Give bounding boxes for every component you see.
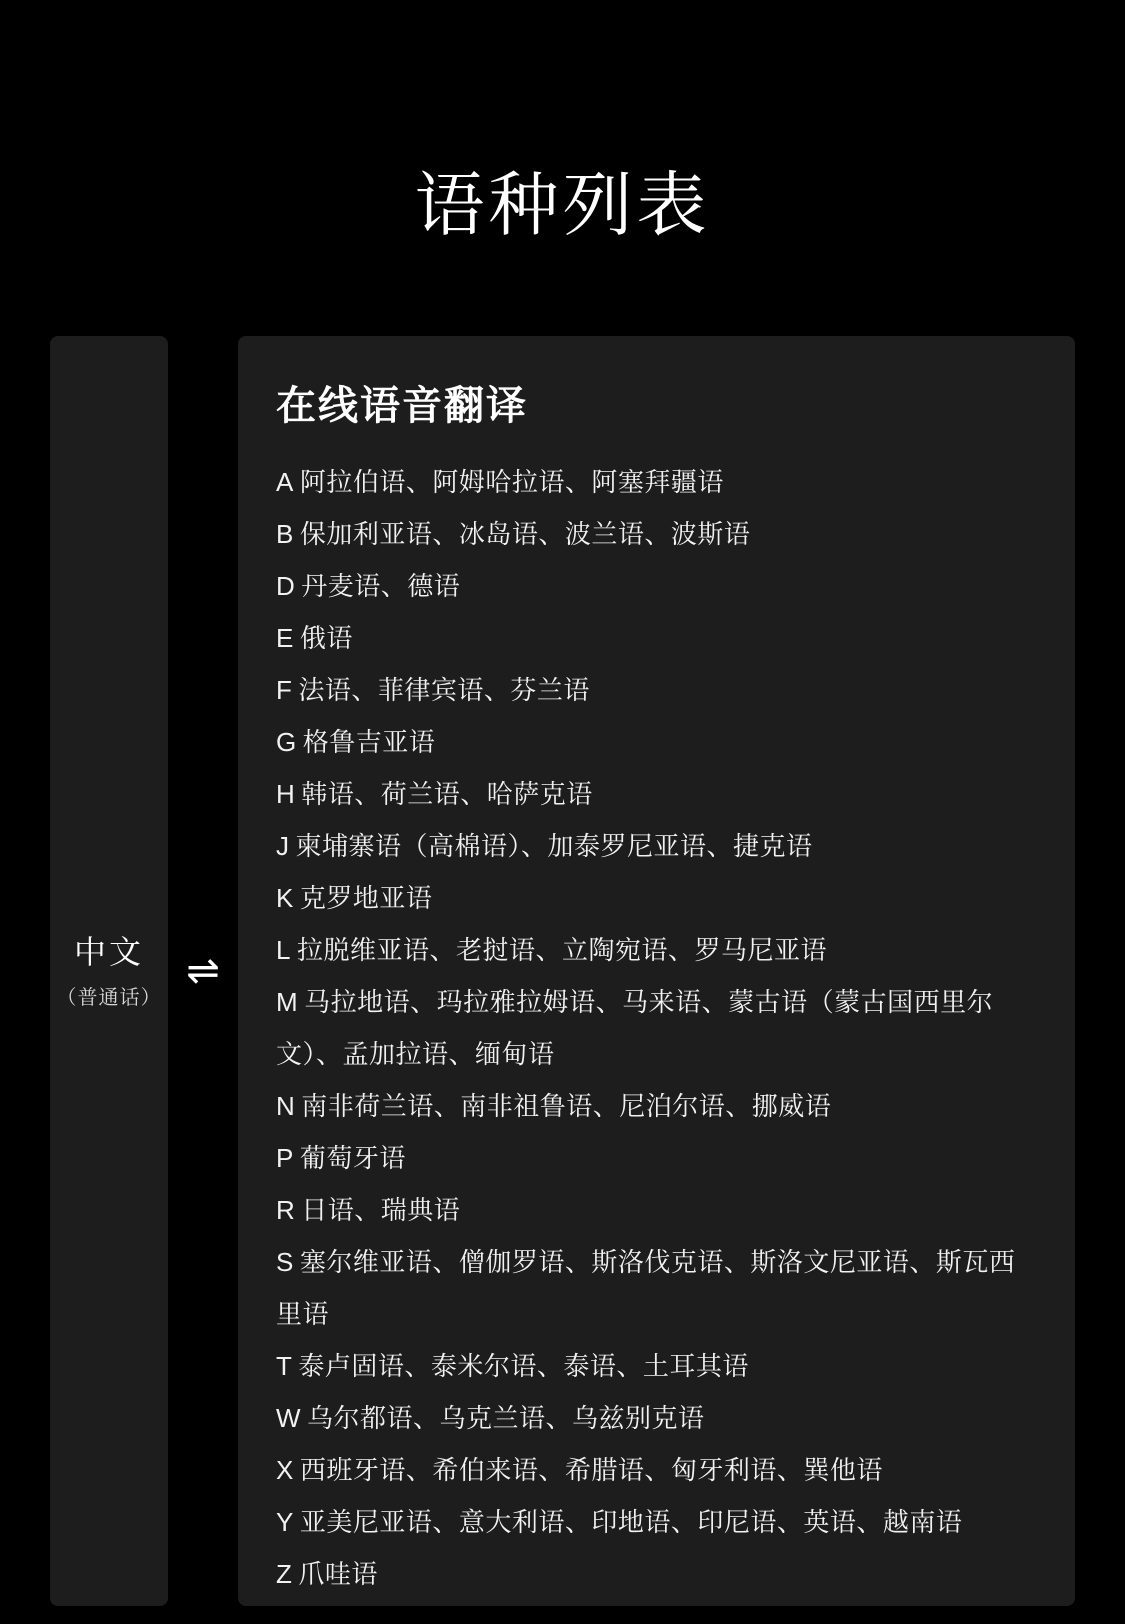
list-item-letter: F [276, 674, 293, 705]
list-item-languages: 拉脱维亚语、老挝语、立陶宛语、罗马尼亚语 [296, 934, 827, 965]
section-title: 在线语音翻译 [276, 383, 528, 428]
list-item-letter: M [276, 986, 299, 1017]
list-item-languages: 南非荷兰语、南非祖鲁语、尼泊尔语、挪威语 [301, 1090, 832, 1121]
list-item-letter: J [276, 830, 290, 861]
list-item-languages: 保加利亚语、冰岛语、波兰语、波斯语 [299, 518, 751, 549]
list-item-letter: Y [276, 1506, 294, 1537]
list-item [276, 1132, 1037, 1184]
list-item-letter: G [276, 726, 297, 757]
list-item-languages: 西班牙语、希伯来语、希腊语、匈牙利语、巽他语 [299, 1454, 883, 1485]
list-item-languages: 葡萄牙语 [299, 1142, 406, 1173]
list-item-languages: 韩语、荷兰语、哈萨克语 [301, 778, 593, 809]
list-item [276, 1392, 1037, 1444]
list-item [276, 1340, 1037, 1392]
list-item-letter: W [276, 1402, 302, 1433]
list-item-letter: H [276, 778, 296, 809]
page-root [0, 47, 1125, 1624]
list-item [276, 1444, 1037, 1496]
list-item [276, 872, 1037, 924]
list-item-letter: E [276, 622, 294, 653]
list-item [276, 976, 1037, 1080]
list-item-letter: B [276, 518, 294, 549]
list-item-letter: K [276, 882, 294, 913]
swap-arrows-icon: ⇌ [186, 948, 220, 993]
language-pair-selector[interactable] [50, 336, 168, 1606]
language-entry-list [276, 456, 1037, 1600]
list-item-languages: 阿拉伯语、阿姆哈拉语、阿塞拜疆语 [299, 466, 724, 497]
list-item [276, 1184, 1037, 1236]
list-item-languages: 泰卢固语、泰米尔语、泰语、土耳其语 [298, 1350, 749, 1381]
list-item-letter: Z [276, 1558, 293, 1589]
list-item-languages: 乌尔都语、乌克兰语、乌兹别克语 [307, 1402, 705, 1433]
source-language-variant: （普通话） [56, 987, 162, 1010]
list-item-languages: 丹麦语、德语 [301, 570, 461, 601]
list-item-letter: A [276, 466, 294, 497]
list-item [276, 1080, 1037, 1132]
list-item [276, 716, 1037, 768]
list-item-letter: D [276, 570, 296, 601]
list-item-letter: X [276, 1454, 294, 1485]
list-item-languages: 塞尔维亚语、僧伽罗语、斯洛伐克语、斯洛文尼亚语、斯瓦西里语 [276, 1246, 1016, 1329]
list-item-letter: T [276, 1350, 293, 1381]
list-item-letter: P [276, 1142, 294, 1173]
list-item [276, 924, 1037, 976]
list-item-languages: 法语、菲律宾语、芬兰语 [298, 674, 590, 705]
list-item [276, 560, 1037, 612]
content-area [0, 336, 1125, 1606]
list-item [276, 1496, 1037, 1548]
list-item-languages: 马拉地语、玛拉雅拉姆语、马来语、蒙古语（蒙古国西里尔文）、孟加拉语、缅甸语 [276, 986, 994, 1069]
language-list-panel [238, 336, 1075, 1606]
list-item [276, 612, 1037, 664]
list-item-languages: 俄语 [299, 622, 353, 653]
list-item [276, 768, 1037, 820]
list-item-languages: 格鲁吉亚语 [302, 726, 436, 757]
list-item [276, 664, 1037, 716]
source-language-name: 中文 [73, 933, 144, 970]
list-item-languages: 柬埔寨语（高棉语）、加泰罗尼亚语、捷克语 [295, 830, 813, 861]
list-item-languages: 日语、瑞典语 [301, 1194, 461, 1225]
list-item-languages: 克罗地亚语 [299, 882, 433, 913]
list-item [276, 1236, 1037, 1340]
list-item-languages: 亚美尼亚语、意大利语、印地语、印尼语、英语、越南语 [299, 1506, 963, 1537]
page-title: 语种列表 [414, 165, 711, 244]
list-item-letter: L [276, 934, 291, 965]
list-item [276, 1548, 1037, 1600]
list-item-letter: R [276, 1194, 296, 1225]
list-item-letter: S [276, 1246, 294, 1277]
list-item-languages: 爪哇语 [298, 1558, 378, 1589]
list-item [276, 508, 1037, 560]
list-item-letter: N [276, 1090, 296, 1121]
swap-languages-button[interactable] [168, 336, 238, 1606]
list-item [276, 456, 1037, 508]
list-item [276, 820, 1037, 872]
